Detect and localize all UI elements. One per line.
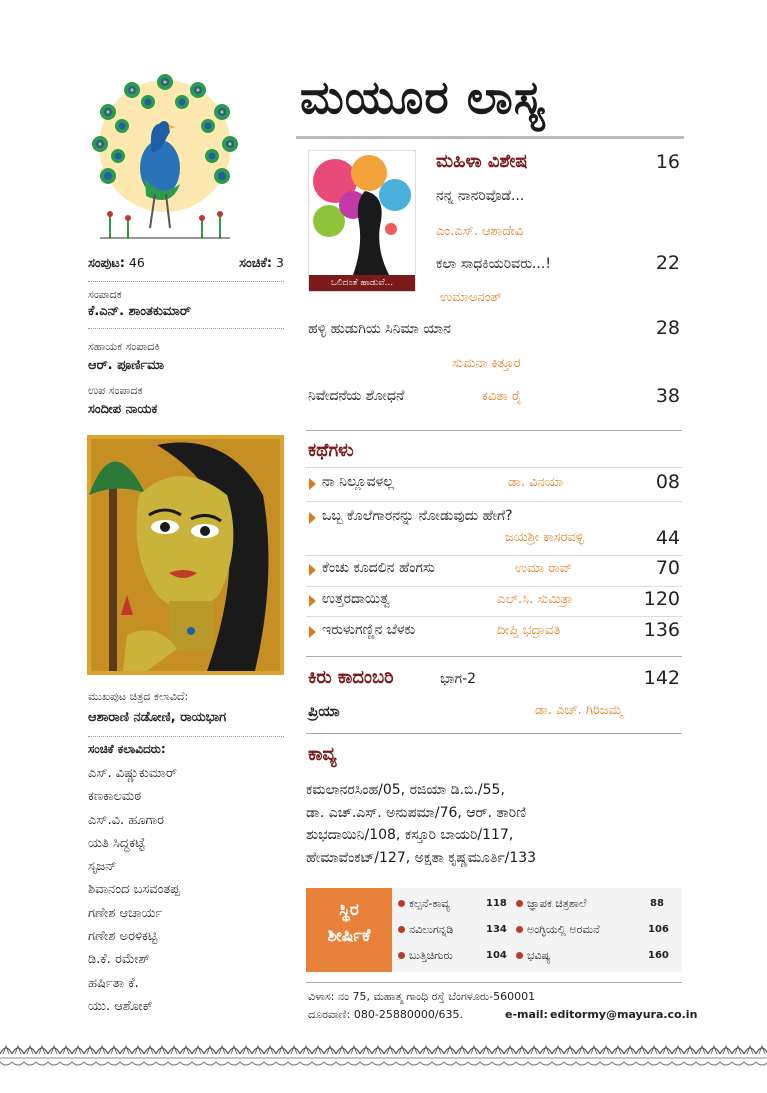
toc-author: ಕವಿತಾ ರೈ — [482, 389, 522, 404]
volume-value: 46 — [128, 255, 145, 270]
poetry-list — [306, 779, 686, 869]
poetry-heading: ಕಾವ್ಯ — [308, 744, 337, 765]
deputy-editor-role: ಉಪ ಸಂಪಾದಕ — [88, 384, 143, 397]
cover-caption: ಒಲಿದಂತೆ ಹಾಡುವೆ... — [309, 275, 415, 291]
divider — [88, 281, 284, 282]
fixed-column-item[interactable]: ಅಂಗ್ಳಿಯಲ್ಲಿ ಅರಮನೆ — [516, 923, 600, 937]
novella-part: ಭಾಗ-2 — [440, 671, 477, 687]
poetry-line: ಶುಭದಾಯಿನಿ/108, ಕಸ್ತೂರಿ ಬಾಯರಿ/117, — [306, 827, 514, 843]
fixed-columns-box — [306, 888, 682, 972]
footer-email[interactable]: editormy@mayura.co.in — [550, 1008, 698, 1021]
bullet-dot-icon — [516, 900, 523, 907]
artist-name: ಡಿ.ಕೆ. ರಮೇಶ್ — [88, 952, 150, 968]
toc-page: 38 — [655, 385, 680, 407]
toc-author: ಜಯಶ್ರೀ ಕಾಸರವಳ್ಳಿ — [505, 530, 584, 545]
bullet-dot-icon — [516, 952, 523, 959]
artist-name: ಹರ್ಷಿತಾ ಕೆ. — [88, 975, 139, 991]
toc-page: 28 — [655, 317, 680, 339]
fixed-column-page: 88 — [650, 898, 664, 909]
toc-title[interactable]: ಒಬ್ಬ ಕೊಲೆಗಾರನನ್ನು ನೋಡುವುದು ಹೇಗೆ? — [322, 508, 513, 524]
toc-author: ಉಮಾಅನಂತ್ — [440, 290, 502, 305]
cover-painting — [87, 435, 284, 675]
novella-page: 142 — [643, 667, 680, 689]
row-rule — [306, 555, 682, 556]
bullet-dot-icon — [398, 900, 405, 907]
artist-name: ಕಣಕಾಲಮಠ — [88, 789, 142, 805]
fixed-columns-label: ಸ್ಥಿರ ಶೀರ್ಷಿಕೆ — [306, 888, 392, 972]
bullet-arrow-icon — [309, 478, 316, 490]
fixed-column-item[interactable]: ಜ್ಞಾಪಕ ಚಿತ್ರಶಾಲೆ — [516, 897, 586, 911]
peacock-logo — [90, 68, 240, 243]
fixed-column-page: 118 — [486, 898, 507, 909]
artist-name: ಯು. ಆಶೋಕ್ — [88, 998, 153, 1014]
bullet-arrow-icon — [309, 512, 316, 524]
assistant-editor-role: ಸಹಾಯಕ ಸಂಪಾದಕಿ — [88, 340, 160, 353]
editor-name: ಕೆ.ಎನ್. ಶಾಂತಕುಮಾರ್ — [88, 304, 191, 319]
section-rule — [306, 430, 682, 431]
bullet-dot-icon — [398, 926, 405, 933]
bullet-dot-icon — [516, 926, 523, 933]
bullet-arrow-icon — [309, 564, 316, 576]
row-rule — [306, 586, 682, 587]
toc-title[interactable]: ನಿವೇದನೆಯ ಶೋಧನೆ — [308, 388, 405, 404]
bullet-dot-icon — [398, 952, 405, 959]
women-special-heading: ಮಹಿಳಾ ವಿಶೇಷ — [436, 151, 528, 172]
toc-author: ಉಮಾ ರಾವ್ — [515, 561, 573, 576]
artist-name: ಎಸ್.ವಿ. ಹೂಗಾರ — [88, 812, 165, 828]
cover-artist-role: ಮುಖಪುಟ ಚಿತ್ರದ ಕಲಾವಿದೆ: — [88, 690, 189, 703]
fixed-column-page: 160 — [648, 950, 669, 961]
bullet-arrow-icon — [309, 595, 316, 607]
toc-title[interactable]: ನನ್ನ ನಾನರಿವೊಡೆ... — [436, 188, 525, 204]
poetry-line: ಕಮಲಾನರಸಿಂಹ/05, ರಜಿಯಾ ಡಿ.ಬಿ./55, — [306, 782, 505, 798]
toc-page: 136 — [643, 619, 680, 641]
women-special-page: 16 — [655, 151, 680, 173]
row-rule — [306, 616, 682, 617]
novella-heading: ಕಿರು ಕಾದಂಬರಿ — [308, 667, 394, 688]
footer-email-label: e-mail: — [505, 1008, 548, 1021]
bullet-arrow-icon — [309, 626, 316, 638]
artist-name: ಗಣೇಶ ಆಚಾರ್ಯ — [88, 905, 163, 921]
section-rule — [306, 733, 682, 734]
toc-page: 22 — [655, 252, 680, 274]
toc-author: ಎಲ್.ಸಿ. ಸುಮಿತ್ರಾ — [497, 592, 573, 607]
poetry-line: ಡಾ. ಎಚ್.ಎಸ್. ಅನುಪಮಾ/76, ಆರ್. ತಾರಿಣಿ — [306, 804, 527, 821]
divider — [88, 328, 284, 329]
artist-name: ಸೃಜನ್ — [88, 859, 117, 875]
toc-page: 44 — [655, 527, 680, 549]
volume-label: ಸಂಪುಟ: — [88, 256, 125, 271]
toc-author: ಡಾ. ವಿನಯಾ — [508, 475, 564, 490]
toc-title[interactable]: ನಾ ನಿಲ್ಲೂವಳಲ್ಲ — [322, 474, 394, 490]
toc-page: 08 — [655, 471, 680, 493]
toc-title[interactable]: ಕಲಾ ಸಾಧಕಿಯರಿವರು...! — [436, 256, 551, 272]
toc-page: 120 — [643, 588, 680, 610]
toc-author: ದೀಪ್ತಿ ಭದ್ರಾವತಿ — [497, 623, 561, 638]
fixed-column-item[interactable]: ಬುತ್ತಿಚಿಗುರು — [398, 949, 453, 963]
issue-artists-list — [88, 762, 284, 1018]
section-rule — [306, 656, 682, 657]
artist-name: ಗಣೇಶ ಅರಳಿಕಟ್ಟಿ — [88, 929, 158, 945]
cover-artist-name: ಆಶಾರಾಣಿ ನಡೋಣಿ, ರಾಯಭಾಗ — [88, 710, 227, 725]
artist-name: ಶಿವಾನಂದ ಬಸವಂತಪ್ಪ — [88, 882, 180, 898]
row-rule — [306, 501, 682, 502]
toc-title[interactable]: ಕೆಂಚು ಕೂದಲಿನ ಹೆಂಗಸು — [322, 560, 435, 576]
novella-title[interactable]: ಪ್ರಿಯಾ — [308, 702, 340, 720]
decorative-border — [0, 1040, 767, 1070]
footer-phone: ದೂರವಾಣಿ: 080-25880000/635. — [308, 1008, 464, 1021]
fixed-column-item[interactable]: ಕಲ್ಪನೆ-ಕಾವ್ಯ — [398, 897, 450, 911]
footer-address: ವಿಳಾಸ: ನಂ 75, ಮಹಾತ್ಮ ಗಾಂಧಿ ರಸ್ತೆ ಬೆಂಗಳೂರು-560001 — [308, 990, 536, 1003]
divider — [88, 736, 284, 737]
fixed-column-page: 104 — [486, 950, 507, 961]
artist-name: ಯತಿ ಸಿದ್ಧಕಟ್ಟೆ — [88, 835, 146, 851]
fixed-column-page: 134 — [486, 924, 507, 935]
novella-author: ಡಾ. ಎಚ್. ಗಿರಿಜಮ್ಮ — [535, 703, 623, 718]
artist-name: ಎಸ್. ವಿಷ್ಣುಕುಮಾರ್ — [88, 766, 177, 781]
masthead-title: ಮಯೂರ ಲಾಸ್ಯ — [300, 70, 546, 124]
masthead-rule — [296, 136, 684, 139]
editor-role: ಸಂಪಾದಕ — [88, 288, 122, 301]
women-special-image — [308, 150, 416, 292]
fixed-column-page: 106 — [648, 924, 669, 935]
section-rule — [306, 982, 682, 983]
issue-value: 3 — [276, 255, 284, 270]
toc-title[interactable]: ಇರುಳುಗಣ್ಣಿನ ಬೆಳಕು — [322, 622, 416, 638]
toc-author: ಸುಮನಾ ಕಿತ್ತೂರ — [452, 356, 521, 371]
toc-author: ಎಂ.ಎಸ್. ಆಶಾದೇವಿ — [436, 224, 524, 239]
toc-page: 70 — [655, 557, 680, 579]
section-rule — [306, 467, 682, 468]
fixed-column-item[interactable]: ನವಿಲುಗನ್ನಡಿ — [398, 923, 453, 937]
toc-title[interactable]: ಉತ್ತರದಾಯಿತ್ವ — [322, 591, 390, 607]
stories-heading: ಕಥೆಗಳು — [308, 440, 354, 461]
volume-issue-row — [88, 255, 284, 271]
issue-artists-heading: ಸಂಚಿಕೆ ಕಲಾವಿದರು: — [88, 742, 166, 756]
toc-title[interactable]: ಹಳ್ಳಿ ಹುಡುಗಿಯ ಸಿನಿಮಾ ಯಾನ — [308, 321, 451, 337]
issue-label: ಸಂಚಿಕೆ: — [239, 256, 273, 271]
fixed-column-item[interactable]: ಭವಿಷ್ಯ — [516, 949, 551, 963]
poetry-line: ಹೇಮಾವೆಂಕಟ್/127, ಅಕ್ಷತಾ ಕೃಷ್ಣಮೂರ್ತಿ/133 — [306, 849, 537, 866]
assistant-editor-name: ಆರ್. ಪೂರ್ಣಿಮಾ — [88, 358, 165, 373]
deputy-editor-name: ಸಂದೀಪ ನಾಯಕ — [88, 402, 158, 417]
